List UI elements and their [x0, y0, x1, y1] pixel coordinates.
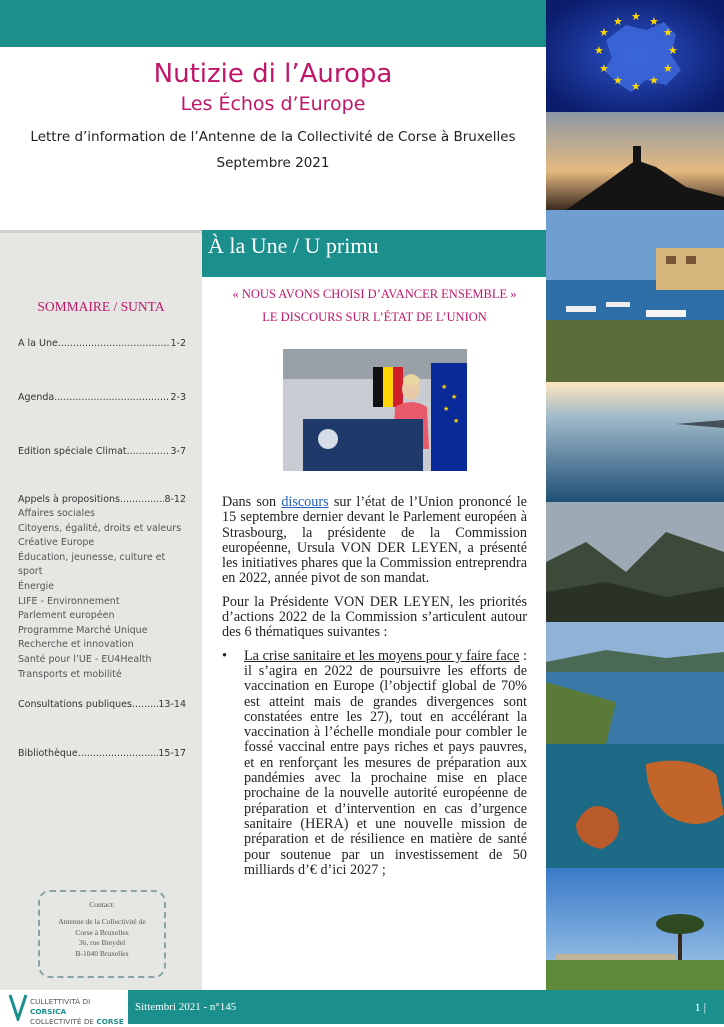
section-title: À la Une / U primu — [208, 233, 379, 258]
sub-item[interactable]: Parlement européen — [18, 610, 115, 622]
issue-date: Septembre 2021 — [216, 155, 330, 171]
bullet-text: : il s’agira en 2022 de poursuivre les efforts de vaccination en Europe (l’objectif global de 70% est atteint mais de grandes divergences sont constatées entre les 27), tout en accélérant la vaccination à l’échelle mondiale pour combler le fossé vaccinal entre pays riches et pays pauvres, et en renforçant les mesures de préparation aux pandémies avec la prochaine mise en place prochaine de la nouvelle autorité européenne de préparation et d’intervention en cas d’urgence sanitaire (HERA) et une nouvelle mission de préparation et de résilience en matière de santé pour soutenue par un investissement de 50 milliards d’€ d’ici 2027 ; — [244, 647, 527, 878]
svg-text:★: ★ — [594, 44, 604, 57]
sub-item[interactable]: Programme Marché Unique — [18, 624, 148, 636]
toc-pages: 1-2 — [170, 338, 186, 349]
svg-text:★: ★ — [599, 26, 609, 39]
svg-text:★: ★ — [663, 26, 673, 39]
newsletter-tagline: Lettre d’information de l’Antenne de la Collectivité de Corse à Bruxelles — [30, 129, 516, 145]
collectivite-logo — [0, 990, 128, 1024]
mountain-forest-image — [546, 502, 724, 622]
svg-text:★: ★ — [631, 80, 641, 93]
sommaire-title: SOMMAIRE / SUNTA — [37, 299, 165, 314]
svg-text:★: ★ — [613, 74, 623, 87]
appels-sub-list — [18, 507, 186, 682]
sub-item[interactable]: Citoyens, égalité, droits et valeurs — [18, 522, 182, 534]
sub-item[interactable]: Affaires sociales — [18, 508, 95, 519]
toc-item-a-la-une[interactable] — [18, 338, 186, 349]
contact-line: Corse à Bruxelles — [75, 927, 129, 937]
toc-pages: 15-17 — [158, 748, 186, 759]
sea-horizon-image — [546, 382, 724, 502]
contact-line: B-1040 Bruxelles — [75, 948, 129, 958]
harbour-image — [546, 210, 724, 382]
speech-photo — [283, 349, 467, 471]
logo-text: CULLETTIVITÀ DI CORSICA COLLECTIVITÉ DE CORSE — [30, 997, 124, 1026]
toc-label: Edition spéciale Climat — [18, 446, 127, 457]
sub-item[interactable]: Créative Europe — [18, 537, 95, 549]
contact-line: Antenne de la Collectivité de — [58, 917, 146, 926]
contact-line: 36, rue Breydel — [78, 938, 126, 947]
toc-pages: 13-14 — [158, 699, 186, 710]
svg-text:★: ★ — [451, 393, 458, 401]
bullet-item — [222, 649, 527, 878]
tree-meadow-image — [546, 868, 724, 990]
svg-text:★: ★ — [668, 44, 678, 57]
sub-item[interactable]: Santé pour l’UE - EU4Health — [18, 653, 152, 665]
red-rocks-image — [546, 744, 724, 868]
svg-text:★: ★ — [443, 405, 450, 413]
table-of-contents-sidebar — [0, 230, 202, 993]
svg-text:★: ★ — [649, 15, 659, 28]
logo-mark-icon — [8, 993, 28, 1021]
contact-box — [38, 890, 166, 978]
svg-text:★: ★ — [631, 10, 641, 23]
discours-link[interactable]: discours — [281, 494, 329, 510]
page-number: 1 | — [694, 1000, 706, 1014]
toc-label: À la Une — [18, 338, 58, 349]
sub-item[interactable]: Recherche et innovation — [18, 639, 134, 651]
contact-heading: Contact: — [89, 900, 115, 909]
top-banner-bar — [0, 0, 546, 47]
article-paragraph-1: Dans son discours sur l’état de l’Union prononcé le 15 septembre dernier devant le Parlement européen à Strasbourg, la présidente de la Commission européenne, Ursula VON DER LEYEN, a présenté les initiatives phares que la Commission entreprendra en 2022, année pivot de son mandat. — [222, 494, 527, 587]
sub-item[interactable]: Énergie — [18, 580, 55, 592]
newsletter-title: Nutizie di l’Auropa — [153, 59, 393, 89]
toc-pages: 8-12 — [164, 494, 186, 505]
toc-item-appels[interactable] — [18, 494, 186, 682]
svg-text:★: ★ — [663, 62, 673, 75]
sub-item[interactable]: Éducation, jeunesse, culture et sport — [18, 551, 166, 578]
toc-item-agenda[interactable] — [18, 392, 186, 403]
svg-text:★: ★ — [453, 417, 460, 425]
toc-item-bibliotheque[interactable] — [18, 748, 186, 759]
svg-text:★: ★ — [599, 62, 609, 75]
sub-item[interactable]: LIFE - Environnement — [18, 595, 120, 607]
article-header — [222, 286, 527, 325]
section-header — [202, 230, 546, 277]
eu-map-image — [546, 0, 724, 112]
toc-item-climat[interactable] — [18, 446, 186, 457]
sunset-tower-image — [546, 112, 724, 210]
issue-number: Sittembri 2021 - n°145 — [135, 1001, 237, 1013]
newsletter-subtitle: Les Échos d’Europe — [180, 93, 366, 115]
article-body — [222, 495, 527, 878]
svg-text:★: ★ — [649, 74, 659, 87]
article-paragraph-2: Pour la Présidente VON DER LEYEN, les priorités d’actions 2022 de la Commission s’articulent autour des 6 thématiques suivantes : — [222, 593, 527, 641]
toc-pages: 3-7 — [170, 446, 186, 457]
photo-column — [546, 0, 724, 990]
page-footer — [0, 990, 724, 1024]
masthead — [0, 55, 546, 171]
sub-item[interactable]: Transports et mobilité — [18, 668, 122, 680]
svg-text:★: ★ — [441, 383, 448, 391]
toc-label: Bibliothèque — [18, 748, 78, 759]
svg-text:★: ★ — [613, 15, 623, 28]
toc-label: Consultations publiques — [18, 699, 132, 710]
toc-label: Appels à propositions — [18, 494, 120, 505]
bullet-title: La crise sanitaire et les moyens pour y faire face — [244, 647, 520, 664]
coastal-bay-image — [546, 622, 724, 744]
article-headline: « NOUS AVONS CHOISI D’AVANCER ENSEMBLE » — [232, 287, 517, 301]
toc-pages: 2-3 — [170, 392, 186, 403]
bullet-icon: • — [222, 647, 227, 664]
toc-label: Agenda — [18, 392, 55, 403]
toc-item-consultations[interactable] — [18, 699, 186, 710]
article-subheadline: LE DISCOURS SUR L’ÉTAT DE L’UNION — [262, 310, 487, 324]
